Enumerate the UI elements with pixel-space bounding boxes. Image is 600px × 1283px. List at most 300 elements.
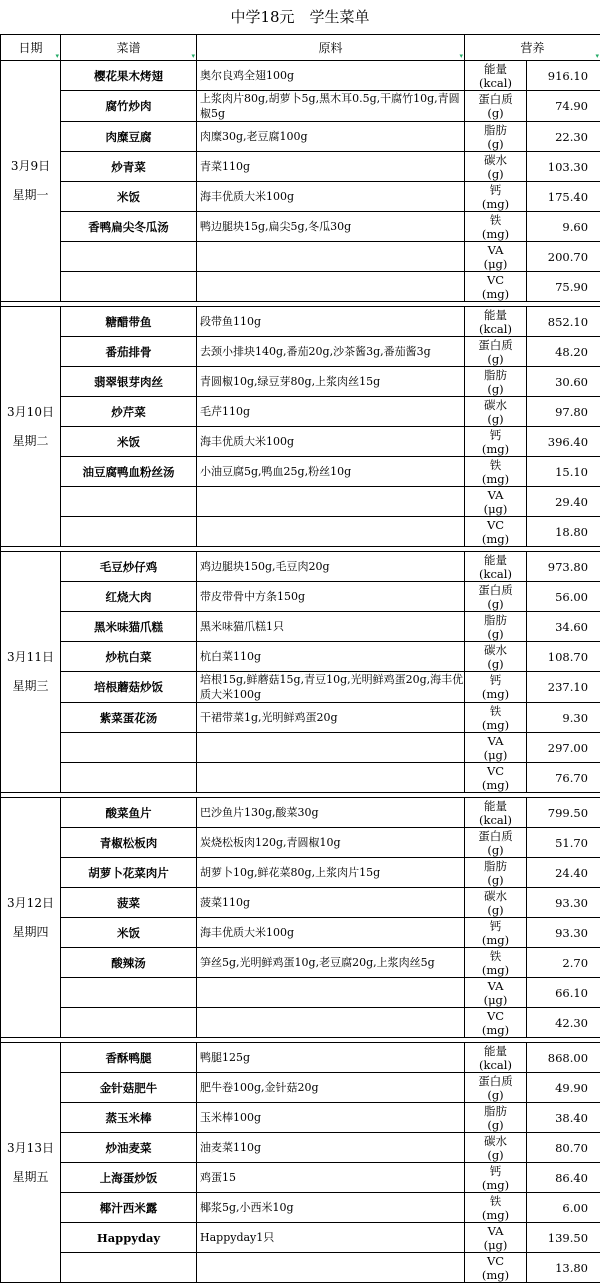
nutrient-value: 297.00 [527,733,600,763]
nutrient-label [465,427,527,457]
nutrient-value: 200.70 [527,242,600,272]
nutrient-name: VC [465,1254,526,1268]
nutrient-value: 56.00 [527,582,600,612]
table-row [1,733,600,763]
nutrient-value: 49.90 [527,1073,600,1103]
nutrient-unit: (mg) [465,1023,526,1037]
table-row [1,703,600,733]
dish-name [61,978,197,1008]
nutrient-unit: (kcal) [465,76,526,90]
dish-ingredients [197,487,465,517]
nutrient-name: 脂肪 [465,123,526,137]
nutrient-value: 34.60 [527,612,600,642]
dish-name: Happyday [61,1223,197,1253]
date-cell [1,552,61,793]
dish-ingredients: 杭白菜110g [197,642,465,672]
nutrient-label [465,552,527,582]
dish-ingredients: 鸡边腿块150g,毛豆肉20g [197,552,465,582]
dish-ingredients: 小油豆腐5g,鸭血25g,粉丝10g [197,457,465,487]
nutrient-unit: (g) [465,137,526,151]
header-dish[interactable]: 菜谱 ▾ [61,35,197,61]
nutrient-label [465,272,527,302]
dish-ingredients: 菠菜110g [197,888,465,918]
nutrient-name: VC [465,518,526,532]
nutrient-value: 13.80 [527,1253,600,1283]
table-row [1,642,600,672]
nutrient-value: 9.30 [527,703,600,733]
nutrient-unit: (μg) [465,1238,526,1252]
nutrient-unit: (μg) [465,257,526,271]
nutrient-value: 97.80 [527,397,600,427]
menu-table [0,34,600,1283]
table-row [1,272,600,302]
nutrient-unit: (μg) [465,993,526,1007]
filter-icon[interactable]: ▾ [191,52,195,60]
nutrient-label [465,182,527,212]
nutrient-label [465,733,527,763]
nutrient-unit: (mg) [465,1208,526,1222]
nutrient-name: VC [465,764,526,778]
filter-icon[interactable]: ▾ [459,52,463,60]
dish-ingredients [197,763,465,793]
nutrient-name: 蛋白质 [465,583,526,597]
dish-ingredients [197,978,465,1008]
table-row [1,1103,600,1133]
nutrient-value: 139.50 [527,1223,600,1253]
dish-name: 炒芹菜 [61,397,197,427]
dish-ingredients: 毛芹110g [197,397,465,427]
nutrient-label [465,1043,527,1073]
table-row [1,152,600,182]
dish-name: 米饭 [61,918,197,948]
nutrient-unit: (kcal) [465,1058,526,1072]
nutrient-label [465,978,527,1008]
nutrient-value: 24.40 [527,858,600,888]
nutrient-unit: (mg) [465,1178,526,1192]
dish-ingredients: 肥牛卷100g,金针菇20g [197,1073,465,1103]
nutrient-value: 6.00 [527,1193,600,1223]
nutrient-label [465,487,527,517]
dish-name: 椰汁西米露 [61,1193,197,1223]
nutrient-name: 铁 [465,213,526,227]
nutrient-name: VA [465,488,526,502]
dish-name: 糖醋带鱼 [61,307,197,337]
table-row [1,978,600,1008]
nutrient-unit: (mg) [465,1268,526,1282]
nutrient-name: 钙 [465,428,526,442]
nutrient-name: 能量 [465,799,526,813]
date-cell [1,307,61,547]
table-row [1,948,600,978]
nutrient-value: 18.80 [527,517,600,547]
nutrient-name: VC [465,1009,526,1023]
nutrient-name: 能量 [465,1044,526,1058]
date-cell [1,798,61,1038]
nutrient-value: 48.20 [527,337,600,367]
dish-ingredients: 奥尔良鸡全翅100g [197,61,465,91]
nutrient-unit: (mg) [465,687,526,701]
dish-name [61,487,197,517]
nutrient-unit: (g) [465,903,526,917]
dish-ingredients: 海丰优质大米100g [197,427,465,457]
nutrient-name: 脂肪 [465,1104,526,1118]
table-row [1,1008,600,1038]
table-row [1,1253,600,1283]
nutrient-label [465,517,527,547]
dish-name: 菠菜 [61,888,197,918]
dish-name [61,1008,197,1038]
nutrient-label [465,152,527,182]
dish-ingredients: 黑米味猫爪糕1只 [197,612,465,642]
nutrient-label [465,1008,527,1038]
nutrient-name: 能量 [465,62,526,76]
dish-name: 香鸭扁尖冬瓜汤 [61,212,197,242]
nutrient-value: 175.40 [527,182,600,212]
nutrient-value: 66.10 [527,978,600,1008]
dish-ingredients: 海丰优质大米100g [197,182,465,212]
table-row [1,828,600,858]
nutrient-unit: (mg) [465,442,526,456]
table-row [1,763,600,793]
nutrient-label [465,828,527,858]
nutrient-name: 碳水 [465,153,526,167]
nutrient-unit: (mg) [465,718,526,732]
dish-ingredients: 鸡蛋15 [197,1163,465,1193]
dish-ingredients [197,272,465,302]
table-row [1,672,600,703]
nutrient-name: 碳水 [465,889,526,903]
table-row [1,798,600,828]
dish-ingredients: 巴沙鱼片130g,酸菜30g [197,798,465,828]
dish-name: 胡萝卜花菜肉片 [61,858,197,888]
nutrient-unit: (mg) [465,933,526,947]
nutrient-value: 2.70 [527,948,600,978]
date-label: 3月12日 [1,889,60,918]
table-row [1,582,600,612]
header-date[interactable]: 日期 ▾ [1,35,61,61]
table-row [1,212,600,242]
nutrient-label [465,1253,527,1283]
nutrient-unit: (g) [465,657,526,671]
nutrient-label [465,703,527,733]
nutrient-unit: (g) [465,843,526,857]
nutrient-value: 9.60 [527,212,600,242]
nutrient-name: 蛋白质 [465,338,526,352]
nutrient-label [465,1103,527,1133]
dish-name: 青椒松板肉 [61,828,197,858]
nutrient-value: 74.90 [527,91,600,122]
table-row [1,888,600,918]
nutrient-name: VA [465,979,526,993]
date-label: 3月13日 [1,1134,60,1163]
dish-name: 腐竹炒肉 [61,91,197,122]
table-row [1,242,600,272]
nutrient-value: 103.30 [527,152,600,182]
dish-name: 炒杭白菜 [61,642,197,672]
nutrient-value: 799.50 [527,798,600,828]
nutrient-unit: (kcal) [465,567,526,581]
table-row [1,122,600,152]
dish-ingredients: 油麦菜110g [197,1133,465,1163]
nutrient-value: 76.70 [527,763,600,793]
dish-ingredients: 带皮带骨中方条150g [197,582,465,612]
nutrient-unit: (g) [465,106,526,120]
dish-ingredients: 鸭腿125g [197,1043,465,1073]
nutrient-value: 868.00 [527,1043,600,1073]
date-cell [1,61,61,302]
nutrient-unit: (μg) [465,748,526,762]
weekday-label: 星期一 [1,181,60,210]
weekday-label: 星期四 [1,918,60,947]
nutrient-name: VA [465,1224,526,1238]
filter-icon[interactable]: ▾ [55,52,59,60]
nutrient-name: 铁 [465,1194,526,1208]
nutrient-unit: (mg) [465,227,526,241]
nutrient-unit: (mg) [465,532,526,546]
nutrient-value: 80.70 [527,1133,600,1163]
nutrient-unit: (mg) [465,472,526,486]
table-row [1,457,600,487]
nutrient-name: VA [465,734,526,748]
table-row [1,487,600,517]
weekday-label: 星期五 [1,1163,60,1192]
table-row [1,61,600,91]
dish-name: 紫菜蛋花汤 [61,703,197,733]
table-row [1,91,600,122]
nutrient-label [465,212,527,242]
dish-name: 毛豆炒仔鸡 [61,552,197,582]
dish-name: 樱花果木烤翅 [61,61,197,91]
page-title: 中学18元 学生菜单 [0,0,600,34]
nutrient-name: 钙 [465,919,526,933]
dish-name: 酸辣汤 [61,948,197,978]
nutrient-unit: (mg) [465,778,526,792]
nutrient-label [465,61,527,91]
nutrient-label [465,307,527,337]
nutrient-name: 能量 [465,308,526,322]
dish-name: 炒青菜 [61,152,197,182]
nutrient-label [465,1223,527,1253]
dish-ingredients: 肉糜30g,老豆腐100g [197,122,465,152]
nutrient-unit: (g) [465,597,526,611]
dish-name [61,242,197,272]
table-row [1,552,600,582]
dish-ingredients [197,1008,465,1038]
table-row [1,307,600,337]
dish-ingredients [197,1253,465,1283]
dish-name: 培根蘑菇炒饭 [61,672,197,703]
dish-name: 红烧大肉 [61,582,197,612]
dish-ingredients [197,517,465,547]
nutrient-value: 86.40 [527,1163,600,1193]
table-row [1,1163,600,1193]
nutrient-unit: (g) [465,352,526,366]
table-row [1,1223,600,1253]
dish-ingredients: 椰浆5g,小西米10g [197,1193,465,1223]
nutrient-name: 铁 [465,704,526,718]
dish-ingredients: 培根15g,鲜蘑菇15g,青豆10g,光明鲜鸡蛋20g,海丰优质大米100g [197,672,465,703]
table-row [1,337,600,367]
dish-ingredients: 上浆肉片80g,胡萝卜5g,黑木耳0.5g,干腐竹10g,青圆椒5g [197,91,465,122]
nutrient-name: 碳水 [465,398,526,412]
nutrient-name: 脂肪 [465,613,526,627]
nutrient-unit: (g) [465,412,526,426]
nutrient-unit: (kcal) [465,813,526,827]
dish-name: 黑米味猫爪糕 [61,612,197,642]
nutrient-value: 93.30 [527,888,600,918]
dish-name [61,517,197,547]
nutrient-label [465,1163,527,1193]
nutrient-label [465,1073,527,1103]
nutrient-value: 93.30 [527,918,600,948]
nutrient-unit: (g) [465,873,526,887]
nutrient-unit: (g) [465,1088,526,1102]
nutrient-label [465,918,527,948]
dish-ingredients: 干裙带菜1g,光明鲜鸡蛋20g [197,703,465,733]
nutrient-label [465,242,527,272]
nutrient-value: 15.10 [527,457,600,487]
nutrient-name: VC [465,273,526,287]
dish-name: 酸菜鱼片 [61,798,197,828]
filter-icon[interactable]: ▾ [596,52,600,60]
table-row [1,1073,600,1103]
dish-ingredients: 青圆椒10g,绿豆芽80g,上浆肉丝15g [197,367,465,397]
nutrient-value: 75.90 [527,272,600,302]
nutrient-value: 42.30 [527,1008,600,1038]
table-row [1,918,600,948]
nutrient-unit: (g) [465,167,526,181]
nutrient-name: 铁 [465,458,526,472]
table-row [1,1133,600,1163]
table-row [1,427,600,457]
nutrient-name: 脂肪 [465,368,526,382]
dish-name: 上海蛋炒饭 [61,1163,197,1193]
dish-name: 香酥鸭腿 [61,1043,197,1073]
dish-name [61,272,197,302]
table-row [1,858,600,888]
dish-ingredients [197,242,465,272]
nutrient-value: 29.40 [527,487,600,517]
dish-ingredients: 青菜110g [197,152,465,182]
nutrient-unit: (kcal) [465,322,526,336]
nutrient-label [465,397,527,427]
nutrient-label [465,948,527,978]
dish-ingredients: 鸭边腿块15g,扁尖5g,冬瓜30g [197,212,465,242]
nutrient-label [465,858,527,888]
table-row [1,612,600,642]
dish-ingredients: Happyday1只 [197,1223,465,1253]
dish-name [61,733,197,763]
nutrient-unit: (mg) [465,287,526,301]
dish-ingredients: 笋丝5g,光明鲜鸡蛋10g,老豆腐20g,上浆肉丝5g [197,948,465,978]
nutrient-label [465,457,527,487]
nutrient-label [465,763,527,793]
nutrient-value: 108.70 [527,642,600,672]
nutrient-name: 碳水 [465,1134,526,1148]
nutrient-value: 852.10 [527,307,600,337]
nutrient-name: 蛋白质 [465,829,526,843]
nutrient-value: 916.10 [527,61,600,91]
nutrient-label [465,582,527,612]
nutrient-unit: (g) [465,382,526,396]
nutrient-unit: (mg) [465,197,526,211]
table-row [1,182,600,212]
nutrient-label [465,367,527,397]
nutrient-name: 钙 [465,1164,526,1178]
header-ingredients[interactable]: 原料 ▾ [197,35,465,61]
dish-name: 油豆腐鸭血粉丝汤 [61,457,197,487]
dish-name: 肉糜豆腐 [61,122,197,152]
dish-ingredients: 玉米棒100g [197,1103,465,1133]
dish-ingredients: 段带鱼110g [197,307,465,337]
nutrient-label [465,1133,527,1163]
nutrient-name: 钙 [465,183,526,197]
dish-ingredients: 胡萝卜10g,鲜花菜80g,上浆肉片15g [197,858,465,888]
table-row [1,1193,600,1223]
date-label: 3月10日 [1,398,60,427]
date-label: 3月9日 [1,152,60,181]
dish-name: 炒油麦菜 [61,1133,197,1163]
table-row [1,1043,600,1073]
dish-name: 番茄排骨 [61,337,197,367]
weekday-label: 星期三 [1,672,60,701]
nutrient-name: 铁 [465,949,526,963]
nutrient-name: 蛋白质 [465,92,526,106]
nutrient-value: 396.40 [527,427,600,457]
dish-ingredients: 炭烧松板肉120g,青圆椒10g [197,828,465,858]
dish-ingredients: 去颈小排块140g,番茄20g,沙茶酱3g,番茄酱3g [197,337,465,367]
nutrient-label [465,91,527,122]
nutrient-unit: (μg) [465,502,526,516]
nutrient-label [465,888,527,918]
table-row [1,517,600,547]
nutrient-name: 能量 [465,553,526,567]
nutrient-name: VA [465,243,526,257]
nutrient-label [465,337,527,367]
nutrient-name: 脂肪 [465,859,526,873]
nutrient-label [465,612,527,642]
dish-name [61,1253,197,1283]
nutrient-unit: (g) [465,1118,526,1132]
nutrient-value: 38.40 [527,1103,600,1133]
nutrient-label [465,122,527,152]
nutrient-value: 973.80 [527,552,600,582]
weekday-label: 星期二 [1,427,60,456]
table-row [1,367,600,397]
nutrient-label [465,672,527,703]
header-nutrition[interactable]: 营养 ▾ [465,35,600,61]
nutrient-unit: (g) [465,627,526,641]
nutrient-label [465,798,527,828]
dish-name: 翡翠银芽肉丝 [61,367,197,397]
dish-ingredients: 海丰优质大米100g [197,918,465,948]
dish-name: 金针菇肥牛 [61,1073,197,1103]
date-cell [1,1043,61,1283]
dish-name: 米饭 [61,427,197,457]
nutrient-label [465,1193,527,1223]
nutrient-label [465,642,527,672]
dish-ingredients [197,733,465,763]
table-row [1,397,600,427]
nutrient-unit: (mg) [465,963,526,977]
date-label: 3月11日 [1,643,60,672]
dish-name: 蒸玉米棒 [61,1103,197,1133]
dish-name: 米饭 [61,182,197,212]
dish-name [61,763,197,793]
nutrient-value: 30.60 [527,367,600,397]
nutrient-name: 钙 [465,673,526,687]
nutrient-value: 51.70 [527,828,600,858]
